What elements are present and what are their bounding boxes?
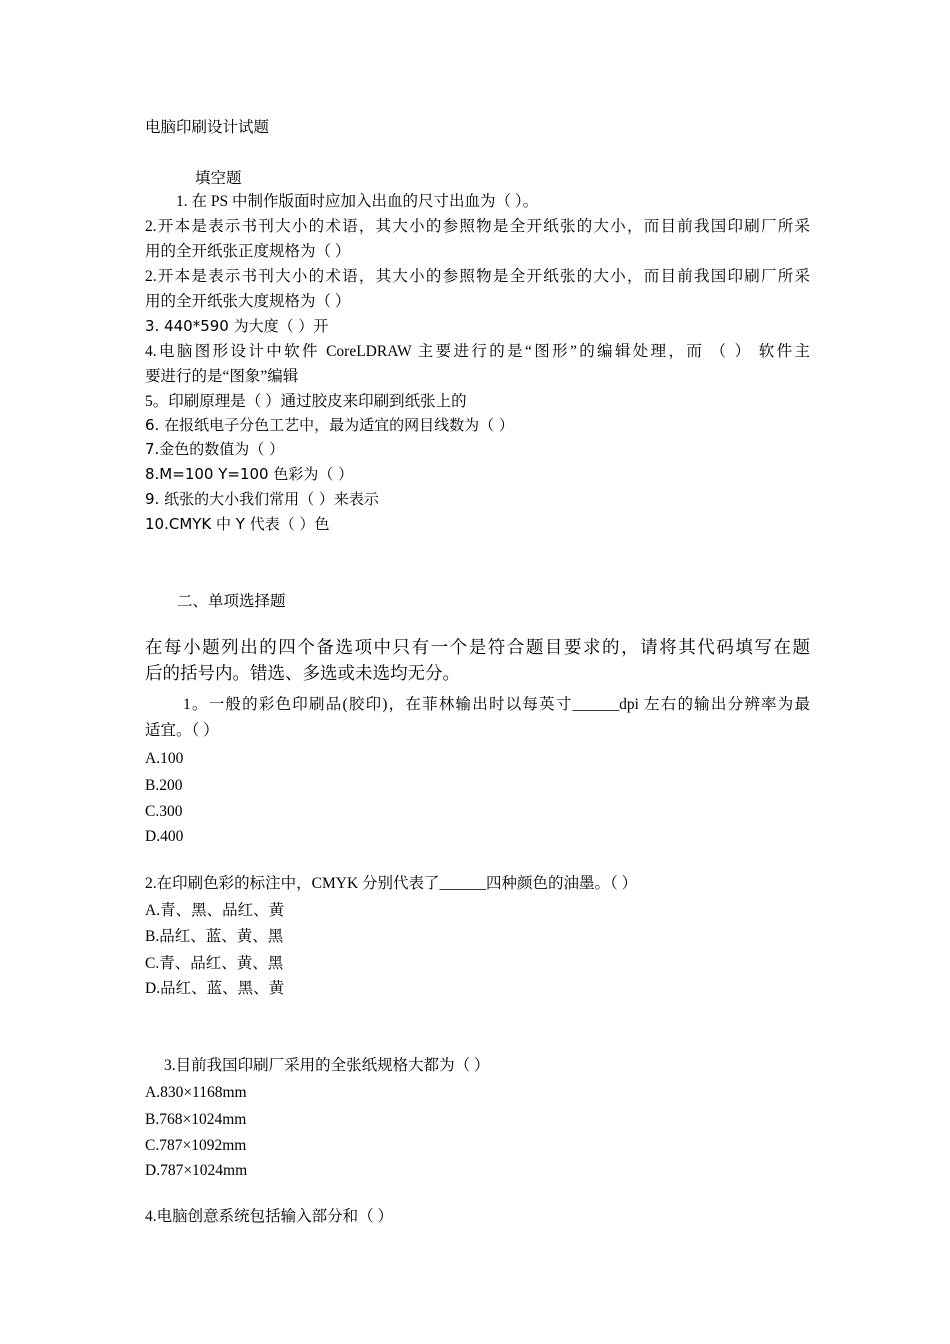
fill-blank-question-10: 10.CMYK 中 Y 代表（ ）色 [145, 515, 330, 533]
document-title: 电脑印刷设计试题 [145, 119, 270, 136]
fill-blank-heading: 填空题 [195, 170, 242, 187]
single-choice-intro-line-2: 后的括号内。错选、多选或未选均无分。 [145, 664, 460, 684]
option-b: B.品红、蓝、黄、黑 [145, 928, 284, 945]
fill-blank-question-3: 3. 440*590 为大度（ ）开 [145, 317, 329, 335]
option-d: D.400 [145, 828, 184, 845]
fill-blank-question-4-line-1: 4.电脑图形设计中软件 CoreLDRAW 主要进行的是“图形”的编辑处理，而 （ ） 软件主 [145, 343, 810, 360]
single-choice-question-1-line-2: 适宜。（ ） [145, 722, 219, 739]
fill-blank-question-2a-line-1: 2.开本是表示书刊大小的术语，其大小的参照物是全开纸张的大小，而目前我国印刷厂所采 [145, 218, 810, 235]
fill-blank-question-7: 7.金色的数值为（ ） [145, 440, 285, 458]
single-choice-question-3: 3.目前我国印刷厂采用的全张纸规格大都为（ ） [164, 1057, 490, 1074]
option-b: B.200 [145, 777, 183, 794]
fill-blank-question-1: 1. 在 PS 中制作版面时应加入出血的尺寸出血为（ ）。 [176, 193, 539, 210]
option-c: C.300 [145, 803, 183, 820]
fill-blank-question-6: 6. 在报纸电子分色工艺中，最为适宜的网目线数为（ ） [145, 416, 514, 434]
option-a: A.100 [145, 750, 184, 767]
option-c: C.青、品红、黄、黑 [145, 955, 284, 972]
fill-blank-question-8: 8.M=100 Y=100 色彩为（ ） [145, 465, 354, 483]
fill-blank-question-2b-line-1: 2.开本是表示书刊大小的术语，其大小的参照物是全开纸张的大小，而目前我国印刷厂所采 [145, 268, 810, 285]
single-choice-question-2: 2.在印刷色彩的标注中，CMYK 分别代表了______四种颜色的油墨。（ ） [145, 875, 638, 892]
single-choice-question-1-line-1: 1。一般的彩色印刷品(胶印)，在菲林输出时以每英寸______dpi 左右的输出分辨率为最 [183, 696, 810, 713]
fill-blank-question-2b-line-2: 用的全开纸张大度规格为（ ） [145, 293, 351, 310]
option-d: D.787×1024mm [145, 1162, 248, 1179]
fill-blank-question-2a-line-2: 用的全开纸张正度规格为（ ） [145, 243, 351, 260]
single-choice-intro-line-1: 在每小题列出的四个备选项中只有一个是符合题目要求的，请将其代码填写在题 [145, 638, 810, 658]
option-c: C.787×1092mm [145, 1137, 247, 1154]
option-a: A.青、黑、品红、黄 [145, 902, 285, 919]
fill-blank-question-5: 5。印刷原理是（ ）通过胶皮来印刷到纸张上的 [145, 393, 467, 410]
single-choice-question-4: 4.电脑创意系统包括输入部分和（ ） [145, 1208, 394, 1225]
fill-blank-question-9: 9. 纸张的大小我们常用（ ）来表示 [145, 490, 379, 508]
option-a: A.830×1168mm [145, 1084, 247, 1101]
option-d: D.品红、蓝、黑、黄 [145, 980, 285, 997]
single-choice-heading: 二、单项选择题 [177, 593, 286, 610]
option-b: B.768×1024mm [145, 1111, 247, 1128]
fill-blank-question-4-line-2: 要进行的是“图象”编辑 [145, 368, 299, 385]
